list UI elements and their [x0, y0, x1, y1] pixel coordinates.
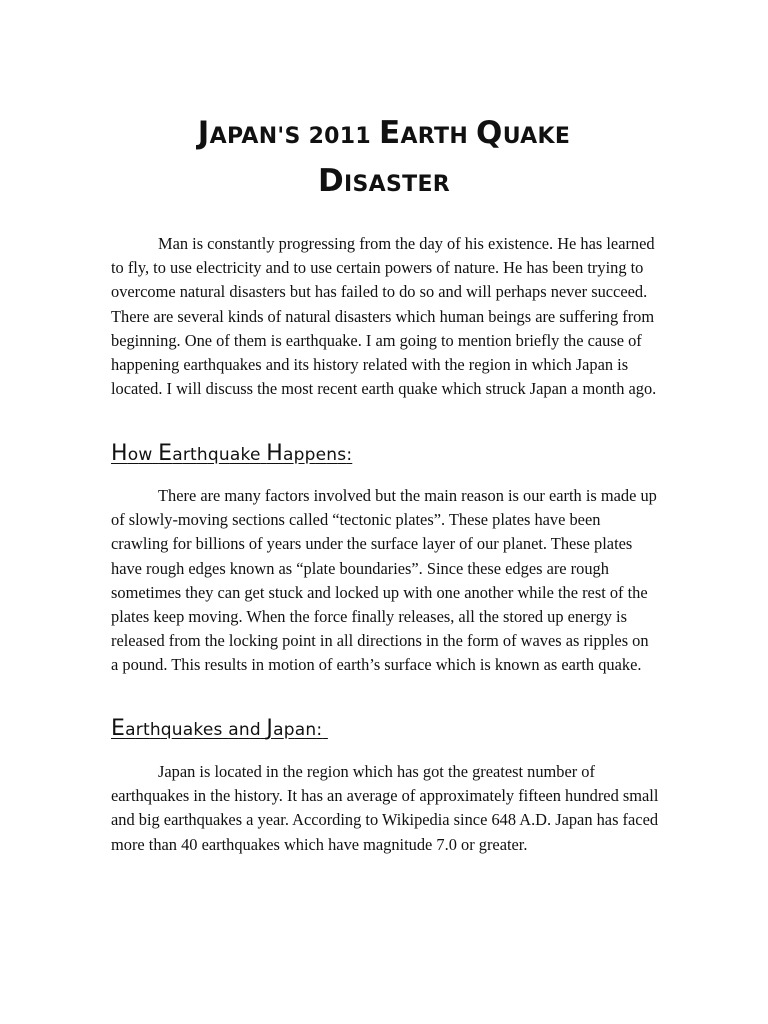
japan-earthquakes-paragraph: Japan is located in the region which has got the greatest number of earthquakes in the history. It has an average of approximately fifteen hundred small and big earthquakes a year. According to Wikipedia since 648 A.D. Japan has faced more than 40 earthquakes which have magnitude 7.0 or greater.: [111, 762, 659, 854]
document-title: [110, 111, 658, 207]
title-line-1: JAPAN'S 2011 EARTH QUAKE: [197, 114, 571, 151]
title-line-2: DISASTER: [317, 162, 451, 199]
section-heading-how-earthquake-happens: How Earthquake Happens:: [111, 441, 353, 466]
section-heading-earthquakes-and-japan: Earthquakes and Japan:: [111, 716, 323, 741]
intro-paragraph: Man is constantly progressing from the day of his existence. He has learned to fly, to use electricity and to use certain powers of nature. He has been trying to overcome natural disasters but has failed to do so and will perhaps never succeed. There are several kinds of natural disasters which human beings are suffering from beginning. One of them is earthquake. I am going to mention briefly the cause of happening earthquakes and its history related with the region in which Japan is located. I will discuss the most recent earth quake which struck Japan a month ago.: [111, 234, 657, 399]
tectonic-plates-paragraph: There are many factors involved but the main reason is our earth is made up of slowly-moving sections called “tectonic plates”. These plates have been crawling for billions of years under the surface layer of our planet. These plates have rough edges known as “plate boundaries”. Since these edges are rough sometimes they can get stuck and locked up with one another while the rest of the plates keep moving. When the force finally releases, all the stored up energy is released from the locking point in all directions in the form of waves as ripples on a pound. This results in motion of earth’s surface which is known as earth quake.: [111, 486, 657, 675]
